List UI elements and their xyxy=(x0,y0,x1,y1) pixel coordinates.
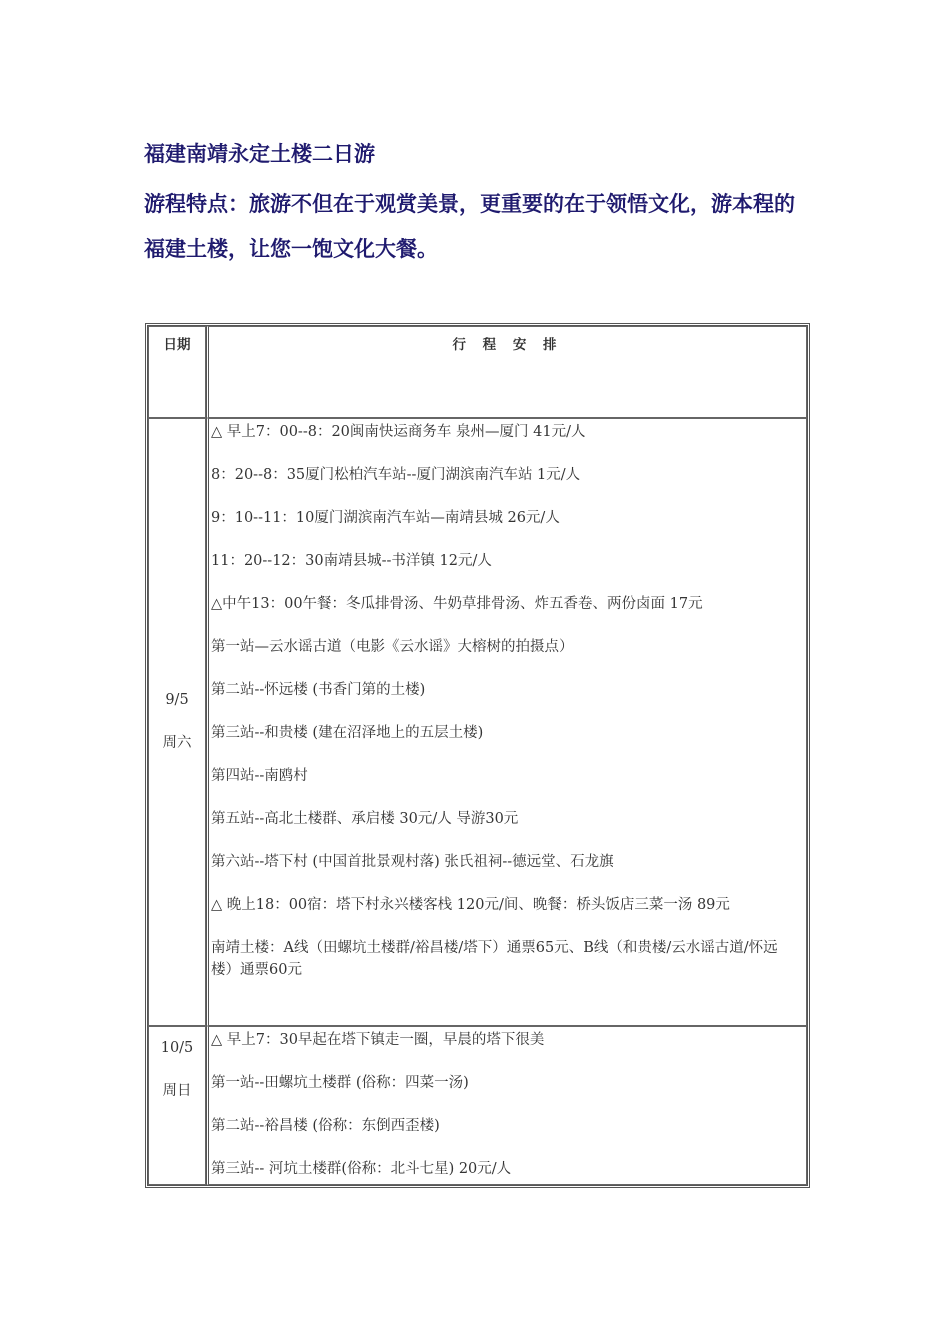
header-plan: 行 程 安 排 xyxy=(206,326,807,418)
activity-item: △ 晚上18：00宿：塔下村永兴楼客栈 120元/间、晚餐：桥头饭店三菜一汤 89元 xyxy=(211,897,730,913)
activity-item: 第一站--田螺坑土楼群 (俗称：四菜一汤) xyxy=(211,1075,469,1091)
day-2-weekday: 周日 xyxy=(162,1083,192,1099)
activity-item: △ 早上7：30早起在塔下镇走一圈，早晨的塔下很美 xyxy=(211,1032,545,1048)
activity-item: 第二站--裕昌楼 (俗称：东倒西歪楼) xyxy=(211,1118,440,1134)
activity-item: 第六站--塔下村 (中国首批景观村落) 张氏祖祠--德远堂、石龙旗 xyxy=(211,854,614,870)
table-row-day-1 xyxy=(148,418,807,1026)
day-1-date-cell xyxy=(148,418,206,1026)
day-1-weekday: 周六 xyxy=(162,735,192,751)
day-2-date: 10/5 xyxy=(160,1040,194,1056)
activity-item: 第三站-- 河坑土楼群(俗称：北斗七星) 20元/人 xyxy=(211,1161,512,1177)
activity-item: 第五站--高北土楼群、承启楼 30元/人 导游30元 xyxy=(211,811,519,827)
intro-paragraph: 游程特点：旅游不但在于观赏美景，更重要的在于领悟文化，游本程的福建土楼，让您一饱文化大餐。 xyxy=(144,192,795,261)
activity-item: 9：10--11：10厦门湖滨南汽车站—南靖县城 26元/人 xyxy=(211,510,560,526)
activity-item: △中午13：00午餐：冬瓜排骨汤、牛奶草排骨汤、炸五香卷、两份卤面 17元 xyxy=(211,596,703,612)
page-title: 福建南靖永定土楼二日游 xyxy=(144,142,375,166)
activity-item: 8：20--8：35厦门松柏汽车站--厦门湖滨南汽车站 1元/人 xyxy=(211,467,581,483)
header-date: 日期 xyxy=(148,326,206,418)
activity-item: 第一站—云水谣古道（电影《云水谣》大榕树的拍摄点） xyxy=(211,639,574,655)
activity-item: △ 早上7：00--8：20闽南快运商务车 泉州—厦门 41元/人 xyxy=(211,424,586,440)
activity-item: 11：20--12：30南靖县城--书洋镇 12元/人 xyxy=(211,553,492,569)
day-2-activities xyxy=(206,1026,807,1185)
day-1-activities xyxy=(206,418,807,1026)
activity-item: 第四站--南鸥村 xyxy=(211,768,308,784)
table-row-day-2 xyxy=(148,1026,807,1185)
day-2-date-cell xyxy=(148,1026,206,1185)
day-1-date: 9/5 xyxy=(165,692,189,708)
activity-item: 南靖土楼：A线（田螺坑土楼群/裕昌楼/塔下）通票65元、B线（和贵楼/云水谣古道/怀远楼）通票60元 xyxy=(211,940,778,978)
itinerary-table xyxy=(145,323,810,1188)
activity-item: 第二站--怀远楼 (书香门第的土楼) xyxy=(211,682,426,698)
table-header-row xyxy=(148,326,807,418)
activity-item: 第三站--和贵楼 (建在沼泽地上的五层土楼) xyxy=(211,725,484,741)
